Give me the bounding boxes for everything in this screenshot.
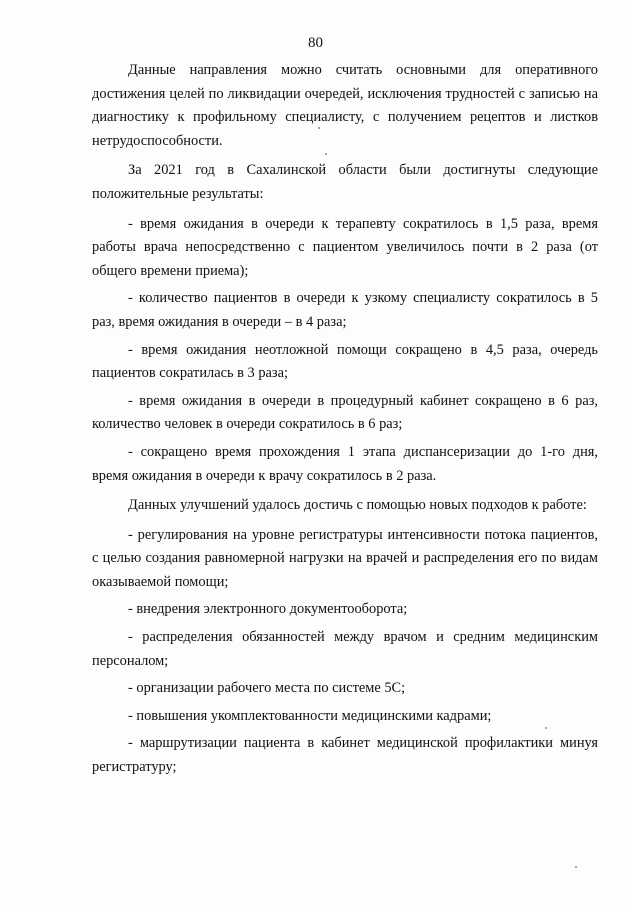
- list-item-registry-regulation: - регулирования на уровне регистратуры интенсивности потока пациентов, с целью создания равномерной нагрузки на врачей и распределения его по видам оказываемой помощи;: [92, 526, 598, 590]
- page-number: 80: [308, 35, 323, 51]
- document-body: [92, 59, 598, 784]
- list-item-procedure-room: - время ожидания в очереди в процедурный кабинет сокращено в 6 раз, количество человек в очереди сократилось в 6 раз;: [92, 392, 598, 433]
- list-item-staffing: - повышения укомплектованности медицинскими кадрами;: [128, 707, 492, 724]
- scan-speck: [575, 866, 577, 868]
- paragraph-intro: Данные направления можно считать основными для оперативного достижения целей по ликвидации очередей, исключения трудностей с записью на диагностику к профильному специалисту, с получением рецептов и листков нетрудоспособности.: [92, 62, 598, 149]
- list-item-therapist-wait: - время ожидания в очереди к терапевту сократилось в 1,5 раза, время работы врача непосредственно с пациентом увеличилось почти в 2 раза (от общего времени приема);: [92, 215, 598, 279]
- scan-speck: [325, 153, 327, 155]
- list-item-urgent-care: - время ожидания неотложной помощи сокращено в 4,5 раза, очередь пациентов сократилась в 3 раза;: [92, 341, 598, 382]
- list-item-electronic-docs: - внедрения электронного документооборота;: [128, 601, 408, 618]
- list-item-duty-distribution: - распределения обязанностей между врачом и средним медицинским персоналом;: [92, 629, 598, 669]
- list-item-dispensary: - сокращено время прохождения 1 этапа диспансеризации до 1-го дня, время ожидания в очереди к врачу сократилось в 2 раза.: [92, 443, 598, 484]
- list-item-specialist-queue: - количество пациентов в очереди к узкому специалисту сократилось в 5 раз, время ожидания в очереди – в 4 раза;: [92, 290, 598, 330]
- paragraph-results-heading: За 2021 год в Сахалинской области были достигнуты следующие положительные результаты:: [92, 162, 598, 202]
- paragraph-approaches-heading: Данных улучшений удалось достичь с помощью новых подходов к работе:: [128, 497, 587, 514]
- list-item-patient-routing: - маршрутизации пациента в кабинет медицинской профилактики минуя регистратуру;: [92, 735, 598, 776]
- scan-speck: [318, 127, 320, 129]
- scan-speck: [545, 727, 547, 729]
- list-item-5s-workplace: - организации рабочего места по системе 5С;: [128, 680, 406, 697]
